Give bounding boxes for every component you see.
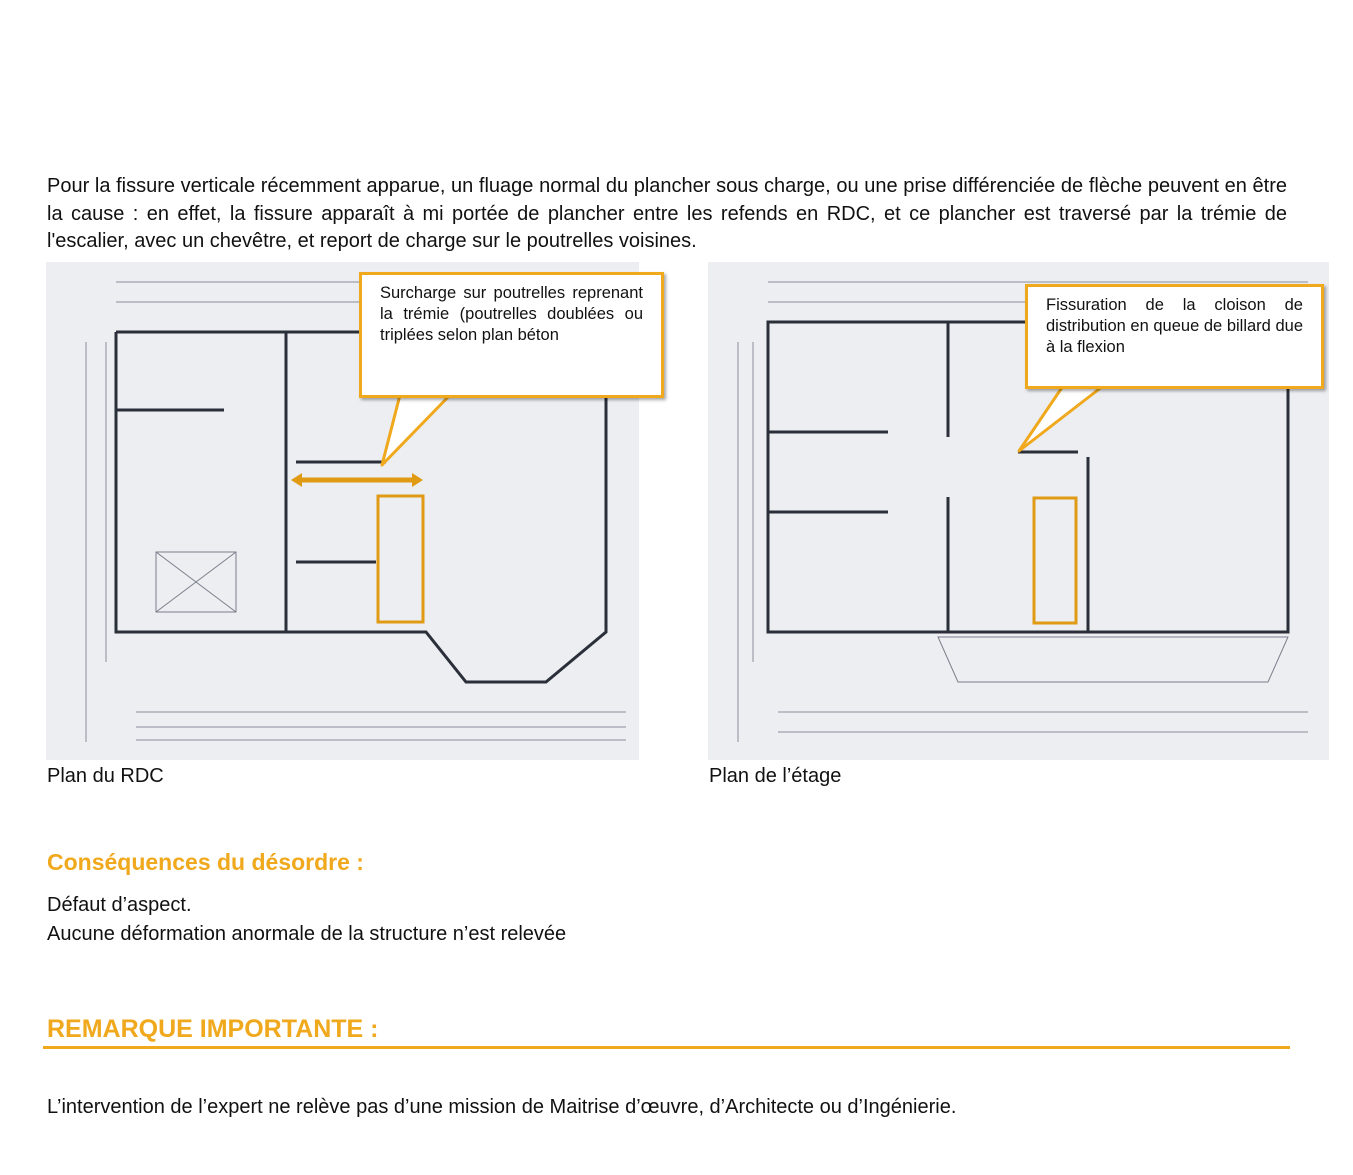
- remark-heading: REMARQUE IMPORTANTE :: [47, 1015, 379, 1043]
- remark-rule: [43, 1046, 1290, 1049]
- callout-tail-ground: [380, 395, 460, 470]
- consequences-heading: Conséquences du désordre :: [47, 849, 364, 875]
- callout-tail-upper: [1015, 386, 1105, 456]
- remark-text: L’intervention de l’expert ne relève pas d’une mission de Maitrise d’œuvre, d’Architecte ou d’Ingénierie.: [47, 1096, 957, 1118]
- consequences-text: [47, 891, 566, 949]
- ground-floor-callout: Surcharge sur poutrelles reprenant la trémie (poutrelles doublées ou triplées selon plan béton: [359, 272, 664, 398]
- intro-paragraph: Pour la fissure verticale récemment apparue, un fluage normal du plancher sous charge, ou une prise différenciée de flèche peuvent en être la cause : en effet, la fissure apparaît à mi portée de plancher entre les refends en RDC, et ce plancher est traversé par la trémie de l'escalier, avec un chevêtre, et report de charge sur le poutrelles voisines.: [47, 175, 1287, 252]
- ground-floor-caption: Plan du RDC: [47, 765, 164, 787]
- consequences-line-1: Défaut d’aspect.: [47, 894, 192, 916]
- upper-floor-caption: Plan de l’étage: [709, 765, 842, 787]
- consequences-line-2: Aucune déformation anormale de la structure n’est relevée: [47, 923, 567, 945]
- upper-floor-callout: Fissuration de la cloison de distribution en queue de billard due à la flexion: [1025, 284, 1324, 389]
